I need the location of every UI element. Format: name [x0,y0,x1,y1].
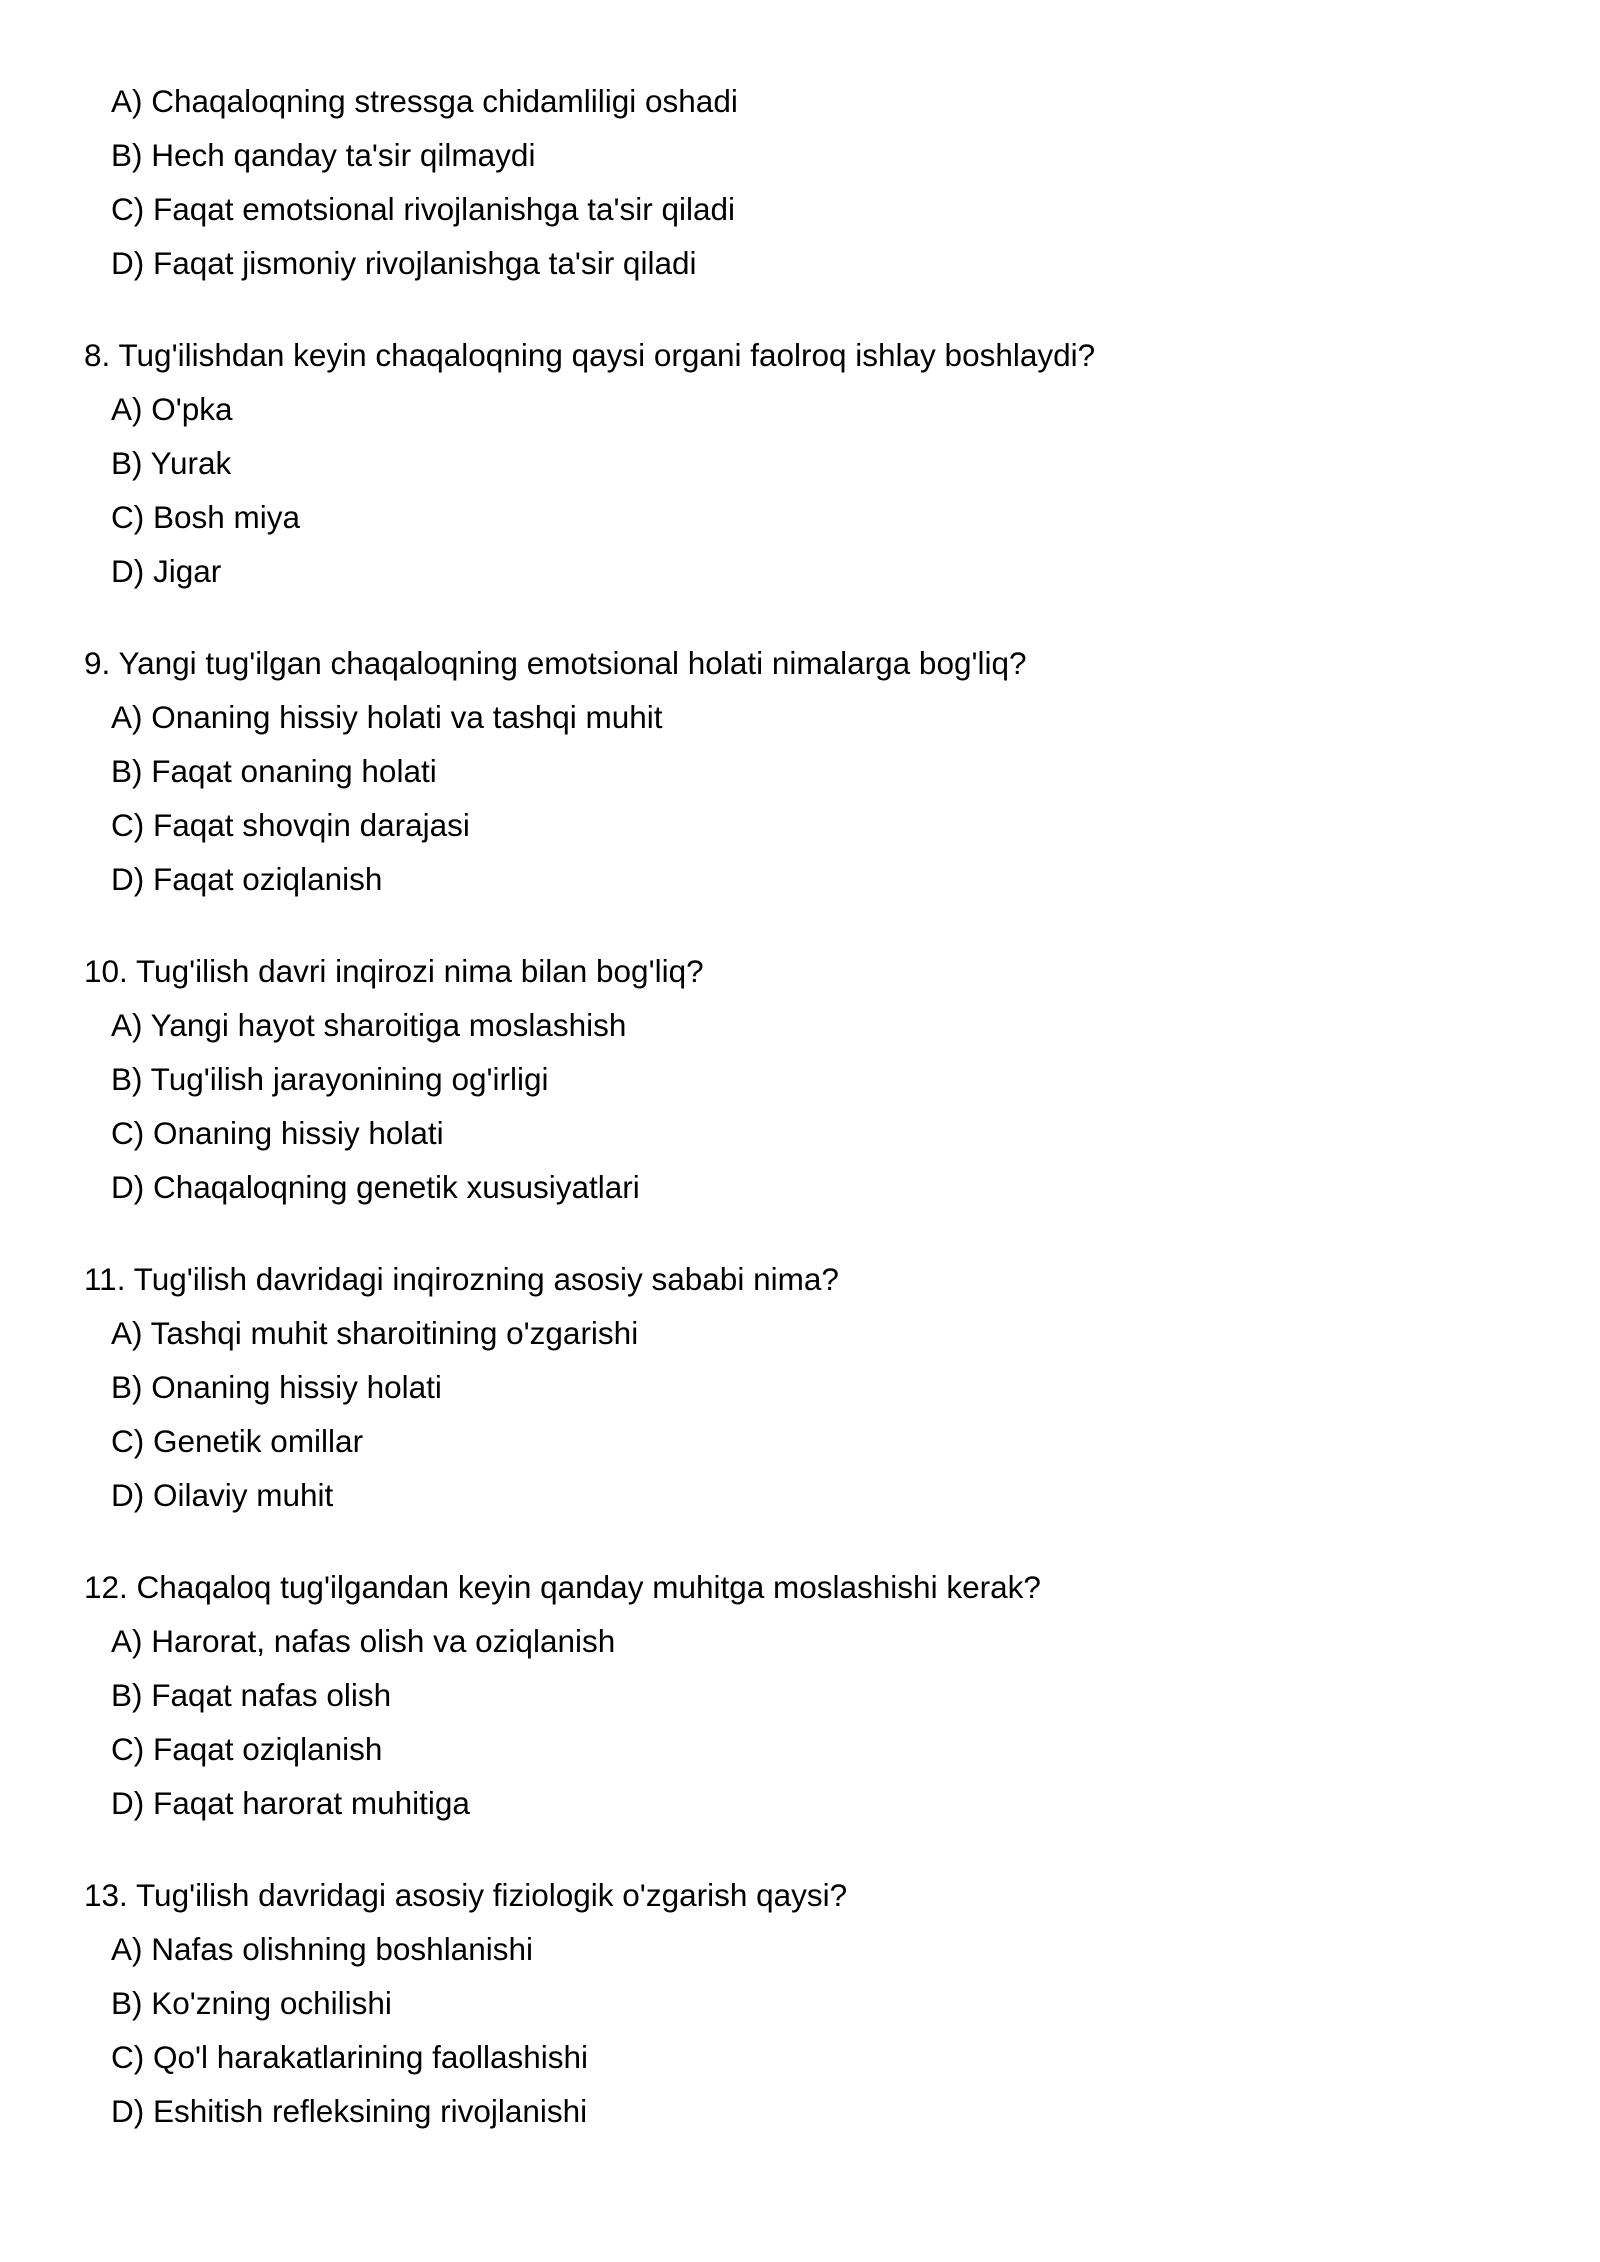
option-c: C) Genetik omillar [111,1423,364,1459]
option-d: D) Faqat jismoniy rivojlanishga ta'sir qiladi [111,245,697,281]
option-a: A) Chaqaloqning stressga chidamliligi oshadi [111,83,738,119]
option-b: B) Tug'ilish jarayonining og'irligi [111,1061,549,1097]
option-d: D) Eshitish refleksining rivojlanishi [111,2093,588,2129]
option-d: D) Chaqaloqning genetik xususiyatlari [111,1169,640,1205]
option-a: A) Onaning hissiy holati va tashqi muhit [111,699,663,735]
option-c: C) Faqat oziqlanish [111,1731,383,1767]
question-8-text: 8. Tug'ilishdan keyin chaqaloqning qaysi organi faolroq ishlay boshlaydi? [84,337,1096,373]
option-b: B) Ko'zning ochilishi [111,1985,392,2021]
option-c: C) Qo'l harakatlarining faollashishi [111,2039,588,2075]
option-c: C) Bosh miya [111,499,301,535]
option-b: B) Faqat nafas olish [111,1677,392,1713]
option-d: D) Oilaviy muhit [111,1477,334,1513]
option-b: B) Yurak [111,445,232,481]
option-a: A) Yangi hayot sharoitiga moslashish [111,1007,627,1043]
option-b: B) Onaning hissiy holati [111,1369,442,1405]
question-13-text: 13. Tug'ilish davridagi asosiy fiziologik o'zgarish qaysi? [84,1877,848,1913]
option-d: D) Faqat harorat muhitiga [111,1785,470,1821]
option-c: C) Onaning hissiy holati [111,1115,444,1151]
option-a: A) Tashqi muhit sharoitining o'zgarishi [111,1315,639,1351]
option-a: A) Nafas olishning boshlanishi [111,1931,533,1967]
option-b: B) Faqat onaning holati [111,753,437,789]
option-d: D) Jigar [111,553,222,589]
option-b: B) Hech qanday ta'sir qilmaydi [111,137,536,173]
option-c: C) Faqat emotsional rivojlanishga ta'sir qiladi [111,191,736,227]
question-9-text: 9. Yangi tug'ilgan chaqaloqning emotsional holati nimalarga bog'liq? [84,645,1027,681]
option-a: A) Harorat, nafas olish va oziqlanish [111,1623,616,1659]
question-11-text: 11. Tug'ilish davridagi inqirozning asosiy sababi nima? [84,1261,839,1297]
option-c: C) Faqat shovqin darajasi [111,807,470,843]
question-10-text: 10. Tug'ilish davri inqirozi nima bilan bog'liq? [84,953,704,989]
question-12-text: 12. Chaqaloq tug'ilgandan keyin qanday muhitga moslashishi kerak? [84,1569,1041,1605]
option-d: D) Faqat oziqlanish [111,861,383,897]
option-a: A) O'pka [111,391,233,427]
